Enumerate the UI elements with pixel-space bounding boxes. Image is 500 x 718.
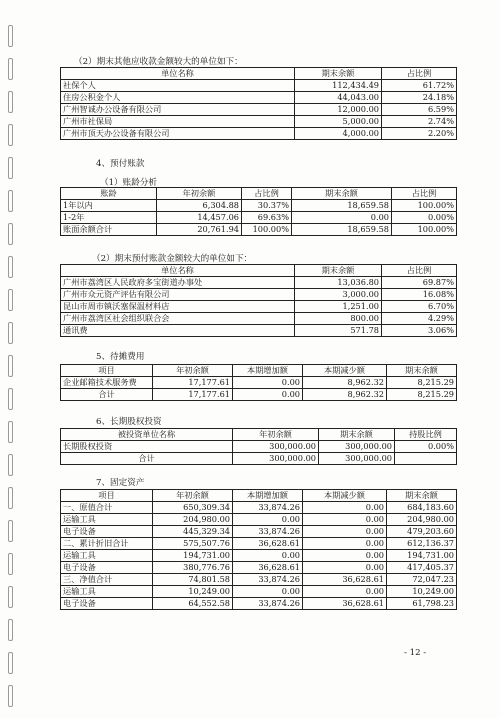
- table-row: [61, 116, 457, 128]
- table-row: [61, 301, 457, 313]
- table-cell: 0.00: [303, 526, 387, 538]
- table-cell: 广州市荔湾区人民政府多宝街道办事处: [61, 277, 295, 289]
- table-cell: 30.37%: [242, 200, 292, 212]
- table-cell: 合计: [61, 453, 233, 465]
- table-cell: 8,962.32: [303, 389, 387, 401]
- table-cell: 8,215.29: [387, 389, 457, 401]
- table-cell: 10,249.00: [153, 586, 233, 598]
- table-cell: 6.70%: [382, 301, 457, 313]
- table-cell: 74,801.58: [153, 574, 233, 586]
- table-cell: 17,177.61: [153, 377, 233, 389]
- table-row: [61, 562, 457, 574]
- table-cell: 广州市顶天办公设备有限公司: [61, 128, 295, 140]
- table-cell: 20,761.94: [157, 224, 242, 236]
- table-cell: 账面余额合计: [61, 224, 157, 236]
- table-cell: 18,659.58: [292, 200, 392, 212]
- header-cell: 单位名称: [61, 68, 295, 80]
- table-row: [61, 574, 457, 586]
- table-cell: 18,659.58: [292, 224, 392, 236]
- table-cell: 8,215.29: [387, 377, 457, 389]
- table-row: [61, 441, 457, 453]
- table-cell: 14,457.06: [157, 212, 242, 224]
- prepayments-heading: 4、预付账款: [96, 159, 145, 169]
- table-row: [61, 550, 457, 562]
- fixed-assets-heading: 7、固定资产: [96, 478, 145, 488]
- table-cell: 0.00: [292, 212, 392, 224]
- table-cell: 13,036.80: [295, 277, 382, 289]
- table-cell: 417,405.37: [387, 562, 457, 574]
- table-cell: 300,000.00: [319, 453, 395, 465]
- table-cell: 3,000.00: [295, 289, 382, 301]
- table-row: [61, 526, 457, 538]
- header-cell: 本期减少额: [303, 365, 387, 377]
- header-cell: 占比例: [382, 265, 457, 277]
- table-cell: 100.00%: [242, 224, 292, 236]
- header-cell: 期末余额: [295, 68, 382, 80]
- table-cell: 64,552.58: [153, 598, 233, 610]
- header-cell: 持股比例: [395, 429, 457, 441]
- table-cell: 575,507.76: [153, 538, 233, 550]
- table-cell: 0.00: [233, 550, 303, 562]
- table-cell: 2.74%: [382, 116, 457, 128]
- table-cell: 69.63%: [242, 212, 292, 224]
- table-cell: 0.00: [303, 562, 387, 574]
- table-cell: 300,000.00: [233, 441, 319, 453]
- deferred-expenses-heading: 5、待摊费用: [96, 352, 145, 362]
- table-row: [61, 128, 457, 140]
- table-cell: 204,980.00: [387, 514, 457, 526]
- table-cell: 长期股权投资: [61, 441, 233, 453]
- header-cell: 期末余额: [292, 188, 392, 200]
- table-cell: 36,628.61: [303, 598, 387, 610]
- header-cell: 本期增加额: [233, 365, 303, 377]
- table-cell: 100.00%: [392, 200, 457, 212]
- table-cell: 571.78: [295, 325, 382, 337]
- aging-table: [60, 187, 457, 236]
- other-receivables-heading: （2）期末其他应收款金额较大的单位如下：: [74, 57, 243, 67]
- table-cell: 广州市众元资产评估有限公司: [61, 289, 295, 301]
- table-cell: 69.87%: [382, 277, 457, 289]
- table-cell: 10,249.00: [387, 586, 457, 598]
- table-cell: 5,000.00: [295, 116, 382, 128]
- header-cell: 年初余额: [153, 365, 233, 377]
- table-cell: 企业邮箱技术服务费: [61, 377, 153, 389]
- table-cell: 612,136.37: [387, 538, 457, 550]
- table-row: [61, 502, 457, 514]
- table-cell: 电子设备: [61, 526, 153, 538]
- table-row: [61, 453, 457, 465]
- table-header-row: [61, 265, 457, 277]
- table-cell: 4.29%: [382, 313, 457, 325]
- fixed-assets-table: [60, 489, 457, 610]
- table-row: [61, 92, 457, 104]
- header-cell: 期末余额: [319, 429, 395, 441]
- table-row: [61, 212, 457, 224]
- table-cell: 300,000.00: [319, 441, 395, 453]
- table-row: [61, 586, 457, 598]
- table-cell: 300,000.00: [233, 453, 319, 465]
- table-cell: 445,329.34: [153, 526, 233, 538]
- long-term-equity-table: [60, 428, 457, 465]
- table-cell: 17,177.61: [153, 389, 233, 401]
- table-cell: 194,731.00: [153, 550, 233, 562]
- table-cell: 广州市社保局: [61, 116, 295, 128]
- prepayments-units-heading: （2）期末预付账款金额较大的单位如下：: [92, 254, 253, 264]
- table-cell: 112,434.49: [295, 80, 382, 92]
- table-row: [61, 277, 457, 289]
- table-cell: 0.00: [303, 550, 387, 562]
- table-row: [61, 325, 457, 337]
- header-cell: 期末余额: [295, 265, 382, 277]
- header-cell: 被投资单位名称: [61, 429, 233, 441]
- binding-holes: [6, 25, 15, 718]
- table-cell: 684,183.60: [387, 502, 457, 514]
- table-cell: 1-2年: [61, 212, 157, 224]
- table-cell: 44,043.00: [295, 92, 382, 104]
- header-cell: 单位名称: [61, 265, 295, 277]
- table-cell: [395, 453, 457, 465]
- table-cell: 2.20%: [382, 128, 457, 140]
- table-row: [61, 104, 457, 116]
- table-cell: 0.00: [303, 586, 387, 598]
- table-cell: 33,874.26: [233, 526, 303, 538]
- table-cell: 运输工具: [61, 586, 153, 598]
- table-cell: 住房公积金个人: [61, 92, 295, 104]
- table-cell: 61,798.23: [387, 598, 457, 610]
- table-cell: 100.00%: [392, 224, 457, 236]
- header-cell: 年初余额: [153, 490, 233, 502]
- table-cell: 24.18%: [382, 92, 457, 104]
- page-number: - 12 -: [404, 648, 427, 658]
- header-cell: 项目: [61, 365, 153, 377]
- deferred-expenses-table: [60, 364, 457, 401]
- table-cell: 36,628.61: [303, 574, 387, 586]
- table-cell: 0.00: [233, 389, 303, 401]
- table-cell: 0.00: [233, 586, 303, 598]
- table-cell: 1,251.00: [295, 301, 382, 313]
- table-cell: 通讯费: [61, 325, 295, 337]
- table-cell: 1年以内: [61, 200, 157, 212]
- aging-analysis-heading: （1）账龄分析: [100, 178, 158, 188]
- table-cell: 0.00: [233, 377, 303, 389]
- table-cell: 6.59%: [382, 104, 457, 116]
- table-cell: 昆山市周市镇沃塞保温材料店: [61, 301, 295, 313]
- table-row: [61, 598, 457, 610]
- table-cell: 194,731.00: [387, 550, 457, 562]
- table-header-row: [61, 365, 457, 377]
- table-cell: 0.00: [303, 538, 387, 550]
- table-cell: 4,000.00: [295, 128, 382, 140]
- header-cell: 年初余额: [233, 429, 319, 441]
- table-cell: 广州智诚办公设备有限公司: [61, 104, 295, 116]
- table-header-row: [61, 68, 457, 80]
- table-cell: 一、原值合计: [61, 502, 153, 514]
- table-cell: 204,980.00: [153, 514, 233, 526]
- table-cell: 0.00%: [395, 441, 457, 453]
- table-cell: 社保个人: [61, 80, 295, 92]
- header-cell: 账龄: [61, 188, 157, 200]
- table-cell: 16.08%: [382, 289, 457, 301]
- table-cell: 运输工具: [61, 514, 153, 526]
- table-row: [61, 200, 457, 212]
- table-cell: 广州市荔湾区社会组织联合会: [61, 313, 295, 325]
- header-cell: 占比例: [242, 188, 292, 200]
- table-row: [61, 224, 457, 236]
- header-cell: 年初余额: [157, 188, 242, 200]
- table-cell: 33,874.26: [233, 574, 303, 586]
- long-term-equity-heading: 6、长期股权投资: [96, 417, 162, 427]
- table-row: [61, 80, 457, 92]
- table-header-row: [61, 429, 457, 441]
- header-cell: 占比例: [392, 188, 457, 200]
- table-cell: 8,962.32: [303, 377, 387, 389]
- header-cell: 本期减少额: [303, 490, 387, 502]
- other-receivables-table: [60, 67, 457, 140]
- table-cell: 三、净值合计: [61, 574, 153, 586]
- table-row: [61, 538, 457, 550]
- table-row: [61, 313, 457, 325]
- table-cell: 电子设备: [61, 562, 153, 574]
- header-cell: 期末余额: [387, 365, 457, 377]
- table-header-row: [61, 490, 457, 502]
- table-cell: 61.72%: [382, 80, 457, 92]
- table-cell: 36,628.61: [233, 538, 303, 550]
- table-cell: 72,047.23: [387, 574, 457, 586]
- table-cell: 合计: [61, 389, 153, 401]
- table-cell: 0.00: [233, 514, 303, 526]
- table-cell: 3.06%: [382, 325, 457, 337]
- table-cell: 479,203.60: [387, 526, 457, 538]
- header-cell: 本期增加额: [233, 490, 303, 502]
- table-cell: 0.00: [303, 502, 387, 514]
- table-cell: 36,628.61: [233, 562, 303, 574]
- header-cell: 项目: [61, 490, 153, 502]
- table-cell: 电子设备: [61, 598, 153, 610]
- table-cell: 800.00: [295, 313, 382, 325]
- table-cell: 0.00: [303, 514, 387, 526]
- table-cell: 二、累计折旧合计: [61, 538, 153, 550]
- table-row: [61, 389, 457, 401]
- prepayments-units-table: [60, 264, 457, 337]
- table-cell: 运输工具: [61, 550, 153, 562]
- table-row: [61, 377, 457, 389]
- table-cell: 33,874.26: [233, 502, 303, 514]
- header-cell: 占比例: [382, 68, 457, 80]
- table-header-row: [61, 188, 457, 200]
- table-cell: 650,309.34: [153, 502, 233, 514]
- table-row: [61, 289, 457, 301]
- table-cell: 380,776.76: [153, 562, 233, 574]
- table-cell: 0.00%: [392, 212, 457, 224]
- table-row: [61, 514, 457, 526]
- table-cell: 6,304.88: [157, 200, 242, 212]
- table-cell: 12,000.00: [295, 104, 382, 116]
- header-cell: 期末余额: [387, 490, 457, 502]
- table-cell: 33,874.26: [233, 598, 303, 610]
